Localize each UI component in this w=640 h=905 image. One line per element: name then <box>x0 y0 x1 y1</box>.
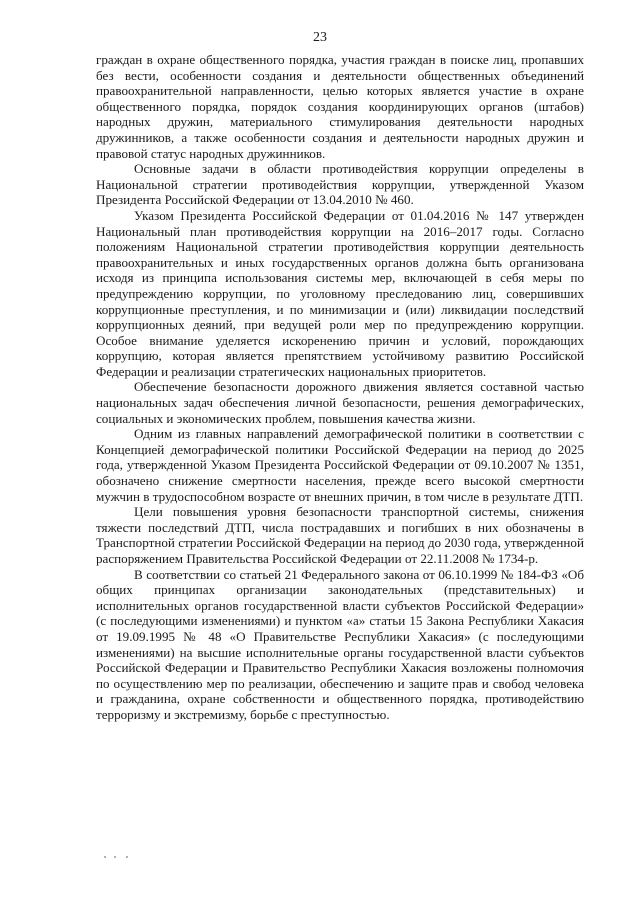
paragraph-demographic-policy: Одним из главных направлений демографической политики в соответствии с Концепцией демографической политики Российской Федерации на период до 2025 года, утвержденной Указом Президента Российской Федерации от 09.10.2007 № 1351, обозначено снижение смертности населения, прежде всего высокой смертности мужчин в трудоспособном возрасте от внешних причин, в том числе в результате ДТП. <box>96 426 584 504</box>
scan-speck-mark <box>104 856 138 862</box>
document-body <box>96 52 584 723</box>
paragraph-federal-law-powers: В соответствии со статьей 21 Федерального закона от 06.10.1999 № 184-ФЗ «Об общих принципах организации законодательных (представительных) и исполнительных органов государственной власти субъектов Российской Федерации» (с последующими изменениями) и пунктом «а» статьи 15 Закона Республики Хакасия от 19.09.1995 № 48 «О Правительстве Республики Хакасия» (с последующими изменениями) на высшие исполнительные органы государственной власти субъектов Российской Федерации и Правительство Республики Хакасия возложены полномочия по осуществлению мер по реализации, обеспечению и защите прав и свобод человека и гражданина, охране собственности и общественного порядка, противодействию терроризму и экстремизму, борьбе с преступностью. <box>96 566 584 722</box>
paragraph-anti-corruption-strategy: Основные задачи в области противодействия коррупции определены в Национальной стратегии противодействия коррупции, утвержденной Указом Президента Российской Федерации от 13.04.2010 № 460. <box>96 161 584 208</box>
page-number: 23 <box>313 30 327 45</box>
paragraph-transport-strategy: Цели повышения уровня безопасности транспортной системы, снижения тяжести последствий ДТП, числа пострадавших и погибших в них обозначены в Транспортной стратегии Российской Федерации на период до 2030 года, утвержденной распоряжением Правительства Российской Федерации от 22.11.2008 № 1734-р. <box>96 504 584 566</box>
paragraph-civic-order-continuation: граждан в охране общественного порядка, участия граждан в поиске лиц, пропавших без вести, особенности создания и деятельности общественных объединений правоохранительной направленности, целью которых является участие в охране общественного порядка, порядок создания координирующих органов (штабов) народных дружин, материального стимулирования деятельности народных дружинников, а также особенности создания и деятельности народных дружин и правовой статус народных дружинников. <box>96 52 584 161</box>
paragraph-anti-corruption-plan: Указом Президента Российской Федерации от 01.04.2016 № 147 утвержден Национальный план противодействия коррупции на 2016–2017 годы. Согласно положениям Национальной стратегии противодействия коррупции деятельность правоохранительных и иных государственных органов должна быть организована исходя из принципа использования системы мер, включающей в себя меры по предупреждению коррупции, по уголовному преследованию лиц, совершивших коррупционные преступления, и по минимизации и (или) ликвидации последствий коррупционных деяний, при ведущей роли мер по предупреждению коррупции. Особое внимание уделяется искоренению причин и условий, порождающих коррупцию, которая является препятствием устойчивому развитию Российской Федерации и реализации стратегических национальных приоритетов. <box>96 207 584 379</box>
paragraph-road-safety: Обеспечение безопасности дорожного движения является составной частью национальных задач обеспечения личной безопасности, решения демографических, социальных и экономических проблем, повышения качества жизни. <box>96 379 584 426</box>
